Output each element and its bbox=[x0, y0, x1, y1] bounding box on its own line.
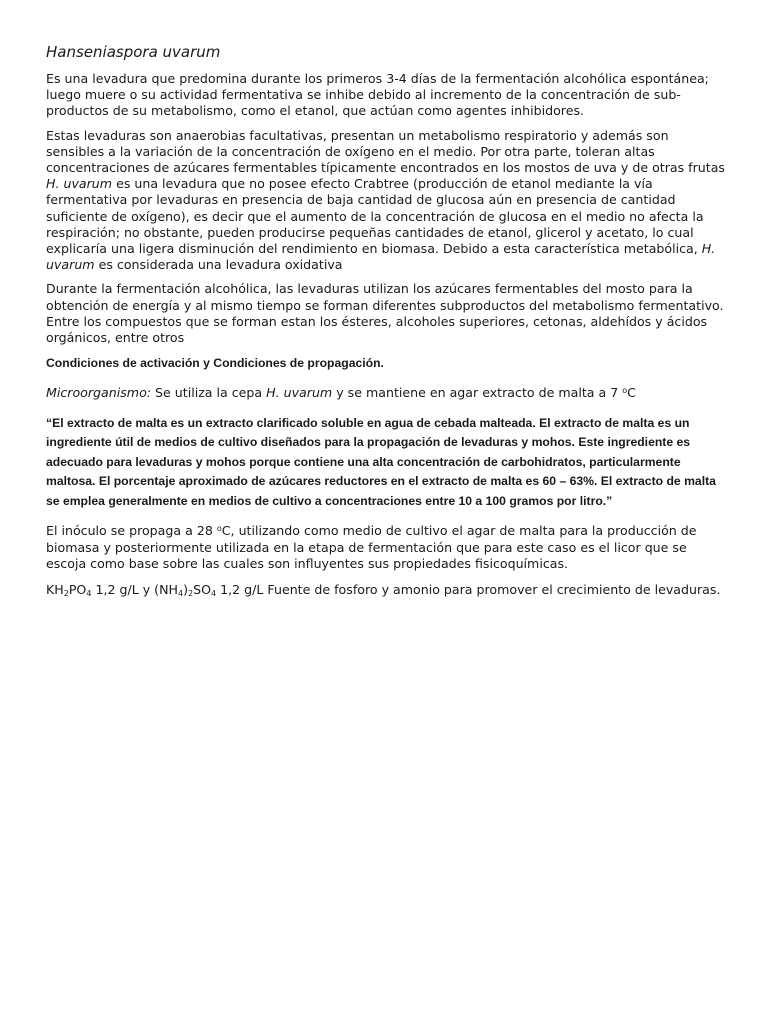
paragraph-fermentation: Durante la fermentación alcohólica, las levaduras utilizan los azúcares fermentables del mosto para la obtención de energía y al mismo tiempo se forman diferentes subproductos del metabolismo fermentativo. Entre los compuestos que se forman estan los ésteres, alcoholes superiores, cetonas, aldehídos y ácidos orgánicos, entre otros bbox=[46, 281, 724, 346]
species-name: H. uvarum bbox=[46, 176, 113, 192]
text-segment: es considerada una levadura oxidativa bbox=[94, 257, 343, 273]
paragraph-microorganism bbox=[46, 385, 726, 401]
document-title: Hanseniaspora uvarum bbox=[46, 43, 221, 61]
text-segment: C, utilizando como medio de cultivo el agar de malta para la producción de biomasa y posteriormente utilizada en la etapa de fermentación que para este caso es el licor que se escoja como base sobre las cuales son influyentes sus propiedades fisicoquímicas. bbox=[46, 523, 697, 571]
formula-part: 1,2 g/L y (NH bbox=[91, 582, 178, 598]
formula-subscript: 4 bbox=[211, 589, 217, 599]
text-segment: Estas levaduras son anaerobias facultativas, presentan un metabolismo respiratorio y además son sensibles a la variación de la concentración de oxígeno en el medio. Por otra parte, toleran altas concentraciones de azúcares fermentables típicamente encontrados en los mostos de uva y de otras frutas bbox=[46, 127, 725, 176]
microorganism-label: Microorganismo: bbox=[46, 384, 152, 400]
formula-part: 1,2 g/L Fuente de fosforo y amonio para promover el crecimiento de levaduras. bbox=[216, 582, 721, 598]
document-page bbox=[46, 42, 726, 606]
formula-subscript: 4 bbox=[86, 589, 92, 599]
text-segment: El inóculo se propaga a 28 bbox=[46, 523, 217, 539]
species-name: H. uvarum bbox=[266, 384, 333, 400]
formula-part: KH bbox=[46, 582, 64, 598]
text-segment: y se mantiene en agar extracto de malta a 7 bbox=[332, 384, 623, 400]
quote-malt-extract: “El extracto de malta es un extracto clarificado soluble en agua de cebada malteada. El extracto de malta es un ingrediente útil de medios de cultivo diseñados para la propagación de levaduras y mohos. Este ingrediente es adecuado para levaduras y mohos porque contiene una alta concentración de carbohidratos, particularmente maltosa. El porcentaje aproximado de azúcares reductores en el extracto de malta es 60 – 63%. El extracto de malta se emplea generalmente en medios de cultivo a concentraciones entre 10 a 100 gramos por litro.” bbox=[46, 415, 716, 508]
formula-part: PO bbox=[68, 582, 87, 598]
degree-sign: o bbox=[622, 385, 628, 395]
paragraph-nutrients bbox=[46, 582, 726, 598]
formula-subscript: 2 bbox=[188, 589, 194, 599]
formula-subscript: 4 bbox=[178, 589, 184, 599]
formula-subscript: 2 bbox=[63, 589, 69, 599]
paragraph-intro: Es una levadura que predomina durante los primeros 3-4 días de la fermentación alcohólica espontánea; luego muere o su actividad fermentativa se inhibe debido al incremento de la concentración de sub-productos de su metabolismo, como el etanol, que actúan como agentes inhibidores. bbox=[46, 71, 709, 119]
paragraph-metabolism bbox=[46, 128, 726, 274]
formula-part: SO bbox=[193, 582, 212, 598]
formula-part: ) bbox=[183, 582, 189, 598]
degree-sign: o bbox=[216, 524, 222, 534]
paragraph-inoculum bbox=[46, 523, 726, 572]
species-name: H. uvarum bbox=[46, 241, 716, 273]
section-heading: Condiciones de activación y Condiciones de propagación. bbox=[46, 356, 384, 371]
text-segment: Se utiliza la cepa bbox=[151, 384, 267, 400]
unit-celsius: C bbox=[627, 384, 636, 400]
text-segment: es una levadura que no posee efecto Crabtree (producción de etanol mediante la vía fermentativa por levaduras en presencia de baja cantidad de glucosa aún en presencia de cantidad suficiente de oxígeno), es decir que el aumento de la concentración de glucosa en el medio no afecta la respiración; no obstante, pueden producirse pequeñas cantidades de etanol, glicerol y acetato, lo cual explicaría una ligera disminución del rendimiento en biomasa. Debido a esta característica metabólica, bbox=[46, 176, 704, 257]
